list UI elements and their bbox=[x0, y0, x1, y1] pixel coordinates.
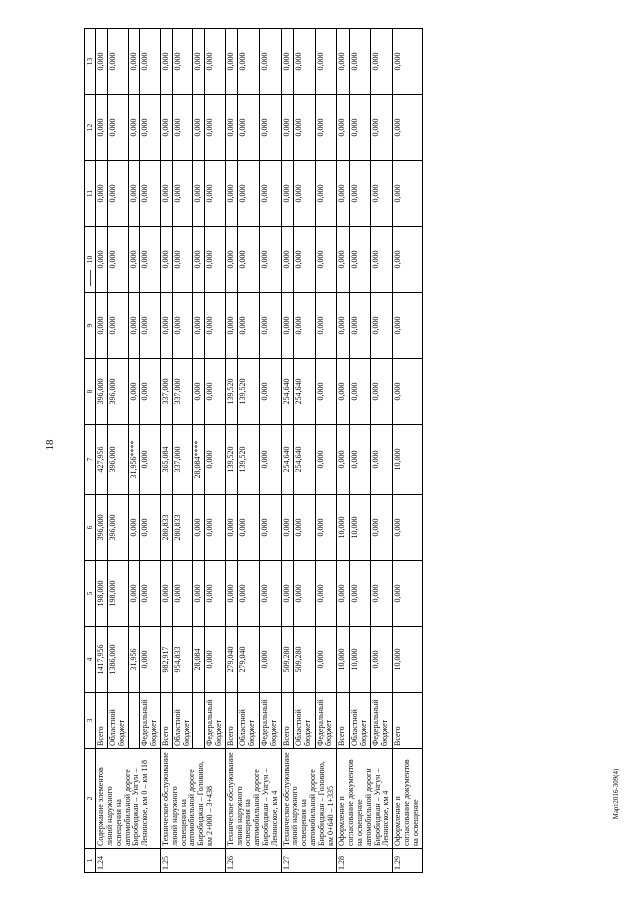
item-name: Техническое обслуживание линий наружного освещения на автомобильной дороге Биробиджан – Головино, км 0+640 – 1+335 bbox=[281, 749, 337, 849]
amount-cell: 0,000 bbox=[172, 95, 193, 161]
amount-cell: 0,000 bbox=[128, 227, 140, 293]
item-number: 1.26 bbox=[225, 849, 281, 873]
amount-cell: 0,000 bbox=[371, 627, 393, 693]
amount-cell: 0,000 bbox=[281, 95, 293, 161]
amount-cell: 0,000 bbox=[371, 293, 393, 359]
amount-cell: 954,833 bbox=[172, 627, 193, 693]
amount-cell: 0,000 bbox=[205, 227, 226, 293]
budget-table bbox=[84, 28, 423, 873]
amount-cell: 0,000 bbox=[140, 293, 161, 359]
amount-cell: 254,640 bbox=[294, 359, 316, 425]
amount-cell: 0,000 bbox=[96, 29, 108, 95]
item-number: 1.25 bbox=[161, 849, 226, 873]
table-row bbox=[172, 29, 193, 873]
amount-cell: 0,000 bbox=[315, 359, 337, 425]
amount-cell: 139,520 bbox=[238, 425, 260, 495]
page-number: 18 bbox=[44, 439, 56, 451]
item-name: Техническое обслуживание линий наружного освещения на автомобильной дороге Биробиджан – Головино, км 2+000 – 3+438 bbox=[161, 749, 226, 849]
item-name: Оформление и согласование документов на освещение bbox=[393, 749, 422, 849]
amount-cell: 28,084**** bbox=[193, 425, 205, 495]
amount-cell: 0,000 bbox=[315, 627, 337, 693]
column-number: 2 bbox=[85, 749, 96, 849]
column-number-row bbox=[85, 29, 96, 873]
amount-cell: 0,000 bbox=[371, 561, 393, 627]
amount-cell: 10,000 bbox=[349, 495, 371, 561]
amount-cell: 198,000 bbox=[96, 561, 108, 627]
rotated-page bbox=[84, 33, 549, 873]
amount-cell: 0,000 bbox=[393, 29, 422, 95]
amount-cell: 0,000 bbox=[205, 29, 226, 95]
amount-cell: 0,000 bbox=[205, 293, 226, 359]
amount-cell: 0,000 bbox=[128, 29, 140, 95]
amount-cell: 0,000 bbox=[294, 495, 316, 561]
amount-cell: 0,000 bbox=[225, 495, 237, 561]
item-number: 1.28 bbox=[337, 849, 393, 873]
amount-cell: 0,000 bbox=[108, 95, 129, 161]
amount-cell: 0,000 bbox=[193, 29, 205, 95]
table-row bbox=[281, 29, 293, 873]
amount-cell: 0,000 bbox=[205, 561, 226, 627]
amount-cell: 0,000 bbox=[259, 627, 281, 693]
amount-cell: 0,000 bbox=[128, 359, 140, 425]
amount-cell: 0,000 bbox=[259, 495, 281, 561]
table-row bbox=[193, 29, 205, 873]
amount-cell: 0,000 bbox=[172, 29, 193, 95]
amount-cell: 0,000 bbox=[128, 293, 140, 359]
amount-cell: 0,000 bbox=[393, 227, 422, 293]
amount-cell: 337,000 bbox=[161, 359, 173, 425]
amount-cell: 0,000 bbox=[337, 95, 349, 161]
amount-cell: 0,000 bbox=[161, 29, 173, 95]
amount-cell: 0,000 bbox=[96, 161, 108, 227]
amount-cell: 0,000 bbox=[140, 359, 161, 425]
amount-cell: 0,000 bbox=[238, 227, 260, 293]
amount-cell: 10,000 bbox=[393, 627, 422, 693]
funding-source: Областной бюджет bbox=[294, 693, 316, 749]
table-row bbox=[161, 29, 173, 873]
item-name: Оформление и согласование документов на освещение автомобильной дороги Биробиджан – Унгун – Ленинское, км 4 bbox=[337, 749, 393, 849]
amount-cell: 0,000 bbox=[294, 227, 316, 293]
amount-cell: 0,000 bbox=[205, 95, 226, 161]
item-number: 1.29 bbox=[393, 849, 422, 873]
column-number: 6 bbox=[85, 495, 96, 561]
amount-cell: 0,000 bbox=[393, 293, 422, 359]
amount-cell: 0,000 bbox=[281, 29, 293, 95]
amount-cell: 0,000 bbox=[161, 95, 173, 161]
amount-cell: 0,000 bbox=[96, 293, 108, 359]
funding-source: Областной бюджет bbox=[108, 693, 129, 749]
footer-code: Март2016-309(4) bbox=[612, 768, 620, 820]
amount-cell: 0,000 bbox=[108, 227, 129, 293]
amount-cell: 0,000 bbox=[259, 161, 281, 227]
amount-cell: 0,000 bbox=[225, 95, 237, 161]
column-number: 10 bbox=[85, 227, 96, 293]
table-row bbox=[96, 29, 108, 873]
amount-cell: 0,000 bbox=[140, 495, 161, 561]
item-number: 1.27 bbox=[281, 849, 337, 873]
amount-cell: 0,000 bbox=[337, 359, 349, 425]
table-row bbox=[108, 29, 129, 873]
amount-cell: 0,000 bbox=[128, 95, 140, 161]
amount-cell: 139,520 bbox=[238, 359, 260, 425]
table-row bbox=[259, 29, 281, 873]
table-row bbox=[371, 29, 393, 873]
amount-cell: 0,000 bbox=[225, 293, 237, 359]
funding-source: Федеральный бюджет bbox=[205, 693, 226, 749]
amount-cell: 0,000 bbox=[128, 495, 140, 561]
amount-cell: 0,000 bbox=[205, 495, 226, 561]
amount-cell: 0,000 bbox=[238, 495, 260, 561]
amount-cell: 10,000 bbox=[337, 627, 349, 693]
amount-cell: 0,000 bbox=[349, 293, 371, 359]
funding-source: Всего bbox=[161, 693, 173, 749]
amount-cell: 0,000 bbox=[393, 161, 422, 227]
amount-cell: 254,640 bbox=[281, 359, 293, 425]
amount-cell: 0,000 bbox=[337, 561, 349, 627]
amount-cell: 0,000 bbox=[337, 227, 349, 293]
amount-cell: 279,040 bbox=[225, 627, 237, 693]
amount-cell: 0,000 bbox=[349, 161, 371, 227]
amount-cell: 0,000 bbox=[172, 293, 193, 359]
amount-cell: 280,833 bbox=[172, 495, 193, 561]
table-row bbox=[337, 29, 349, 873]
amount-cell: 0,000 bbox=[259, 561, 281, 627]
amount-cell: 0,000 bbox=[259, 425, 281, 495]
amount-cell: 365,084 bbox=[161, 425, 173, 495]
amount-cell: 0,000 bbox=[349, 561, 371, 627]
amount-cell: 396,000 bbox=[96, 495, 108, 561]
amount-cell: 0,000 bbox=[281, 227, 293, 293]
amount-cell: 0,000 bbox=[193, 359, 205, 425]
amount-cell: 0,000 bbox=[393, 495, 422, 561]
amount-cell: 0,000 bbox=[161, 293, 173, 359]
amount-cell: 1417,956 bbox=[96, 627, 108, 693]
table-row bbox=[238, 29, 260, 873]
amount-cell: 0,000 bbox=[193, 495, 205, 561]
column-number: 13 bbox=[85, 29, 96, 95]
amount-cell: 0,000 bbox=[140, 425, 161, 495]
item-name: Техническое обслуживание линий наружного освещения на автомобильной дороге Биробиджан – Унгун – Ленинское, км 4 bbox=[225, 749, 281, 849]
amount-cell: 0,000 bbox=[193, 293, 205, 359]
column-number: 1 bbox=[85, 849, 96, 873]
amount-cell: 0,000 bbox=[108, 161, 129, 227]
amount-cell: 0,000 bbox=[225, 161, 237, 227]
amount-cell: 0,000 bbox=[259, 293, 281, 359]
amount-cell: 0,000 bbox=[225, 227, 237, 293]
amount-cell: 0,000 bbox=[294, 95, 316, 161]
amount-cell: 0,000 bbox=[205, 359, 226, 425]
amount-cell: 509,280 bbox=[281, 627, 293, 693]
amount-cell: 0,000 bbox=[393, 95, 422, 161]
amount-cell: 0,000 bbox=[161, 561, 173, 627]
amount-cell: 0,000 bbox=[315, 425, 337, 495]
amount-cell: 279,040 bbox=[238, 627, 260, 693]
funding-source: Областной бюджет bbox=[349, 693, 371, 749]
amount-cell: 396,000 bbox=[96, 359, 108, 425]
column-number: 12 bbox=[85, 95, 96, 161]
amount-cell: 0,000 bbox=[315, 561, 337, 627]
amount-cell: 0,000 bbox=[349, 29, 371, 95]
column-number: 8 bbox=[85, 359, 96, 425]
amount-cell: 198,000 bbox=[108, 561, 129, 627]
amount-cell: 0,000 bbox=[259, 359, 281, 425]
amount-cell: 0,000 bbox=[281, 293, 293, 359]
amount-cell: 0,000 bbox=[371, 161, 393, 227]
amount-cell: 0,000 bbox=[315, 495, 337, 561]
amount-cell: 0,000 bbox=[193, 161, 205, 227]
amount-cell: 337,000 bbox=[172, 359, 193, 425]
amount-cell: 0,000 bbox=[161, 161, 173, 227]
amount-cell: 0,000 bbox=[349, 227, 371, 293]
amount-cell: 31,956 bbox=[128, 627, 140, 693]
amount-cell: 0,000 bbox=[294, 161, 316, 227]
amount-cell: 0,000 bbox=[108, 29, 129, 95]
amount-cell: 0,000 bbox=[337, 29, 349, 95]
funding-source bbox=[128, 693, 140, 749]
column-number: 9 bbox=[85, 293, 96, 359]
amount-cell: 0,000 bbox=[238, 161, 260, 227]
amount-cell: 0,000 bbox=[337, 293, 349, 359]
table-row bbox=[294, 29, 316, 873]
amount-cell: 0,000 bbox=[172, 227, 193, 293]
funding-source bbox=[193, 693, 205, 749]
amount-cell: 0,000 bbox=[193, 95, 205, 161]
funding-source: Федеральный бюджет bbox=[315, 693, 337, 749]
amount-cell: 509,280 bbox=[294, 627, 316, 693]
amount-cell: 0,000 bbox=[371, 29, 393, 95]
table-row bbox=[205, 29, 226, 873]
amount-cell: 0,000 bbox=[108, 293, 129, 359]
amount-cell: 0,000 bbox=[337, 425, 349, 495]
amount-cell: 0,000 bbox=[294, 561, 316, 627]
amount-cell: 337,000 bbox=[172, 425, 193, 495]
column-number: 4 bbox=[85, 627, 96, 693]
funding-source: Всего bbox=[393, 693, 422, 749]
amount-cell: 0,000 bbox=[225, 561, 237, 627]
table-row bbox=[349, 29, 371, 873]
column-number: 5 bbox=[85, 561, 96, 627]
amount-cell: 139,520 bbox=[225, 425, 237, 495]
table-row bbox=[225, 29, 237, 873]
amount-cell: 0,000 bbox=[96, 227, 108, 293]
amount-cell: 0,000 bbox=[259, 29, 281, 95]
table-row bbox=[315, 29, 337, 873]
amount-cell: 427,956 bbox=[96, 425, 108, 495]
amount-cell: 0,000 bbox=[128, 161, 140, 227]
amount-cell: 0,000 bbox=[315, 29, 337, 95]
amount-cell: 10,000 bbox=[349, 627, 371, 693]
amount-cell: 396,000 bbox=[108, 425, 129, 495]
funding-source: Областной бюджет bbox=[238, 693, 260, 749]
amount-cell: 0,000 bbox=[315, 227, 337, 293]
amount-cell: 0,000 bbox=[337, 161, 349, 227]
amount-cell: 31,956**** bbox=[128, 425, 140, 495]
amount-cell: 0,000 bbox=[140, 627, 161, 693]
amount-cell: 0,000 bbox=[371, 227, 393, 293]
amount-cell: 0,000 bbox=[259, 95, 281, 161]
funding-source: Федеральный бюджет bbox=[259, 693, 281, 749]
table-row bbox=[393, 29, 422, 873]
funding-source: Всего bbox=[281, 693, 293, 749]
amount-cell: 0,000 bbox=[128, 561, 140, 627]
amount-cell: 10,000 bbox=[337, 495, 349, 561]
amount-cell: 0,000 bbox=[371, 425, 393, 495]
amount-cell: 139,520 bbox=[225, 359, 237, 425]
amount-cell: 0,000 bbox=[140, 161, 161, 227]
amount-cell: 0,000 bbox=[371, 495, 393, 561]
amount-cell: 0,000 bbox=[281, 495, 293, 561]
amount-cell: 280,833 bbox=[161, 495, 173, 561]
amount-cell: 0,000 bbox=[172, 161, 193, 227]
amount-cell: 28,084 bbox=[193, 627, 205, 693]
funding-source: Областной бюджет bbox=[172, 693, 193, 749]
amount-cell: 0,000 bbox=[371, 359, 393, 425]
table-row bbox=[128, 29, 140, 873]
amount-cell: 0,000 bbox=[172, 561, 193, 627]
amount-cell: 0,000 bbox=[349, 359, 371, 425]
amount-cell: 0,000 bbox=[96, 95, 108, 161]
amount-cell: 0,000 bbox=[140, 95, 161, 161]
amount-cell: 0,000 bbox=[259, 227, 281, 293]
funding-source: Всего bbox=[96, 693, 108, 749]
amount-cell: 0,000 bbox=[225, 29, 237, 95]
amount-cell: 0,000 bbox=[349, 95, 371, 161]
amount-cell: 0,000 bbox=[281, 561, 293, 627]
amount-cell: 0,000 bbox=[294, 293, 316, 359]
funding-source: Всего bbox=[337, 693, 349, 749]
column-number: 3 bbox=[85, 693, 96, 749]
amount-cell: 0,000 bbox=[281, 161, 293, 227]
amount-cell: 254,640 bbox=[281, 425, 293, 495]
amount-cell: 0,000 bbox=[238, 293, 260, 359]
amount-cell: 0,000 bbox=[161, 227, 173, 293]
amount-cell: 0,000 bbox=[205, 627, 226, 693]
amount-cell: 0,000 bbox=[193, 561, 205, 627]
funding-source: Федеральный бюджет bbox=[371, 693, 393, 749]
amount-cell: 0,000 bbox=[205, 161, 226, 227]
amount-cell: 1386,000 bbox=[108, 627, 129, 693]
amount-cell: 982,917 bbox=[161, 627, 173, 693]
amount-cell: 0,000 bbox=[315, 95, 337, 161]
amount-cell: 0,000 bbox=[238, 95, 260, 161]
funding-source: Всего bbox=[225, 693, 237, 749]
amount-cell: 0,000 bbox=[393, 561, 422, 627]
amount-cell: 396,000 bbox=[108, 495, 129, 561]
amount-cell: 0,000 bbox=[349, 425, 371, 495]
amount-cell: 0,000 bbox=[315, 293, 337, 359]
amount-cell: 0,000 bbox=[371, 95, 393, 161]
amount-cell: 0,000 bbox=[140, 29, 161, 95]
item-name: Содержание элементов линий наружного освещения на автомобильной дороге Биробиджан – Унгун – Ленинское, км 0 – км 118 bbox=[96, 749, 161, 849]
column-number: 7 bbox=[85, 425, 96, 495]
amount-cell: 0,000 bbox=[393, 359, 422, 425]
column-number: 11 bbox=[85, 161, 96, 227]
amount-cell: 10,000 bbox=[393, 425, 422, 495]
table-row bbox=[140, 29, 161, 873]
amount-cell: 0,000 bbox=[294, 29, 316, 95]
item-number: 1.24 bbox=[96, 849, 161, 873]
amount-cell: 254,640 bbox=[294, 425, 316, 495]
amount-cell: 0,000 bbox=[238, 29, 260, 95]
amount-cell: 0,000 bbox=[205, 425, 226, 495]
amount-cell: 0,000 bbox=[315, 161, 337, 227]
amount-cell: 396,000 bbox=[108, 359, 129, 425]
amount-cell: 0,000 bbox=[193, 227, 205, 293]
amount-cell: 0,000 bbox=[238, 561, 260, 627]
amount-cell: 0,000 bbox=[140, 561, 161, 627]
funding-source: Федеральный бюджет bbox=[140, 693, 161, 749]
amount-cell: 0,000 bbox=[140, 227, 161, 293]
